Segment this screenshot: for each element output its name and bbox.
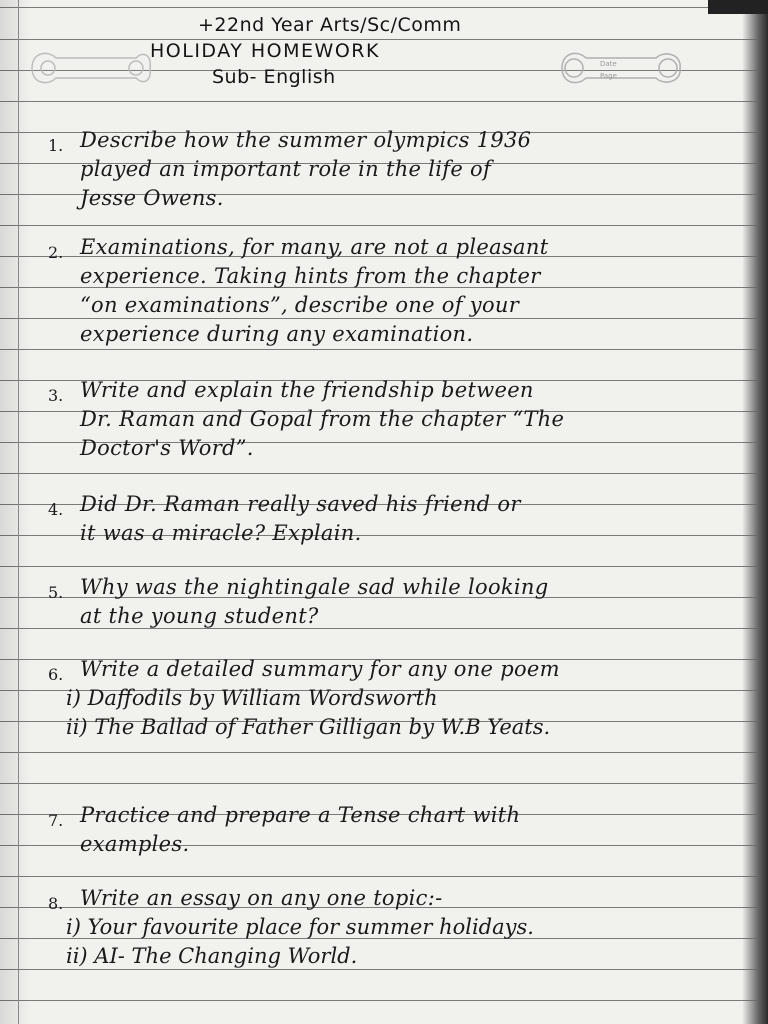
question-text-line: experience during any examination. <box>80 322 474 346</box>
question-text-line: it was a miracle? Explain. <box>80 521 362 545</box>
question-number: 4. <box>48 500 64 519</box>
subject-line: Sub- English <box>212 66 336 88</box>
question-number: 8. <box>48 894 64 913</box>
page-label: Page <box>600 72 617 80</box>
question-text-line: Jesse Owens. <box>80 186 224 210</box>
sub-option-line: ii) The Ballad of Father Gilligan by W.B Yeats. <box>66 715 551 739</box>
question-text-line: Why was the nightingale sad while looking <box>80 575 549 599</box>
question-number: 7. <box>48 811 64 830</box>
question-number: 5. <box>48 583 64 602</box>
question-text-line: Examinations, for many, are not a pleasant <box>80 235 549 259</box>
question-text-line: Did Dr. Raman really saved his friend or <box>80 492 521 516</box>
question-text-line: at the young student? <box>80 604 319 628</box>
question-text-line: Write and explain the friendship between <box>80 378 534 402</box>
page-corner-shadow <box>708 0 768 14</box>
sub-option-line: i) Your favourite place for summer holidays. <box>66 915 534 939</box>
question-number: 6. <box>48 665 64 684</box>
notebook-ornament-left <box>26 42 156 94</box>
question-text-line: played an important role in the life of <box>80 157 492 181</box>
question-text-line: Dr. Raman and Gopal from the chapter “The <box>80 407 565 431</box>
question-text-line: Doctor's Word”. <box>80 436 254 460</box>
sub-option-line: i) Daffodils by William Wordsworth <box>66 686 438 710</box>
question-text-line: “on examinations”, describe one of your <box>80 293 520 317</box>
question-text-line: Practice and prepare a Tense chart with <box>80 803 521 827</box>
question-number: 1. <box>48 136 64 155</box>
question-text-line: Write a detailed summary for any one poem <box>80 657 560 681</box>
date-page-ornament <box>556 42 686 94</box>
margin-rule <box>18 0 19 1024</box>
sub-option-line: ii) AI- The Changing World. <box>66 944 358 968</box>
date-label: Date <box>600 60 617 68</box>
question-number: 3. <box>48 386 64 405</box>
question-text-line: examples. <box>80 832 190 856</box>
page-title: HOLIDAY HOMEWORK <box>150 40 380 62</box>
question-text-line: Describe how the summer olympics 1936 <box>80 128 532 152</box>
question-text-line: experience. Taking hints from the chapter <box>80 264 541 288</box>
question-number: 2. <box>48 243 64 262</box>
class-line: +22nd Year Arts/Sc/Comm <box>198 14 462 36</box>
question-text-line: Write an essay on any one topic:- <box>80 886 443 910</box>
